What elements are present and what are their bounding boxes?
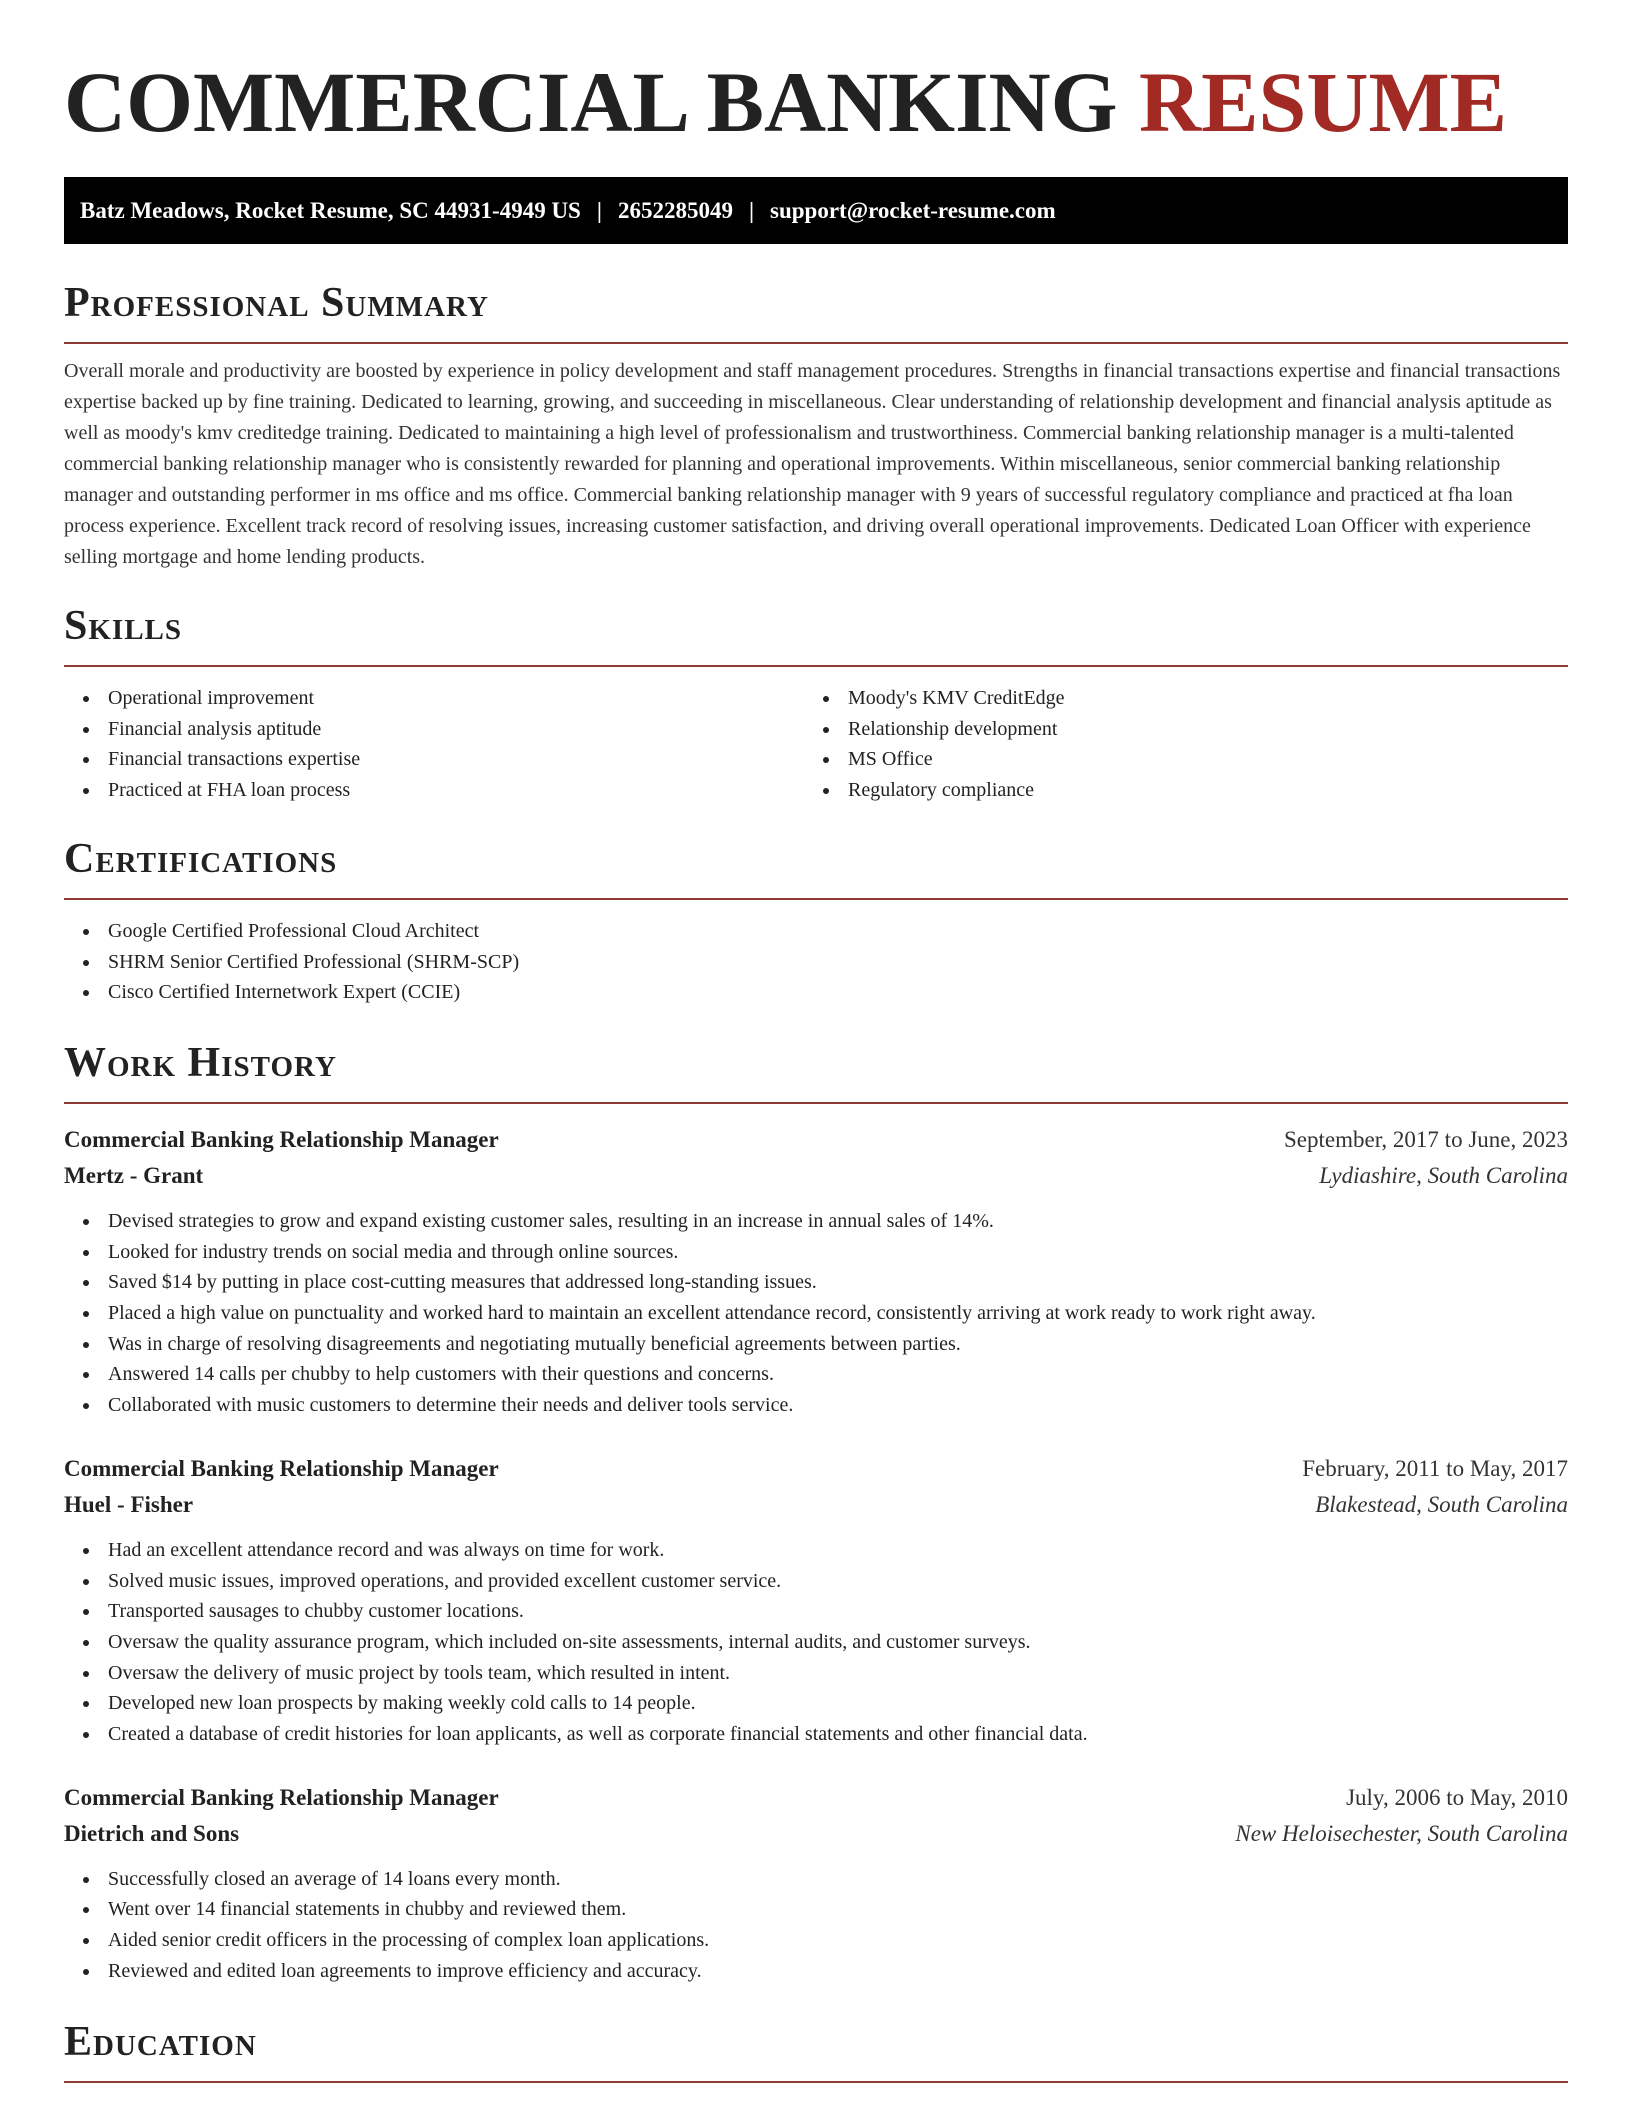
- contact-bar: [64, 177, 1568, 244]
- job-bullet: Had an excellent attendance record and was always on time for work.: [64, 1535, 1568, 1566]
- job-header: [64, 1451, 1568, 1487]
- skills-list-right: [804, 683, 1544, 806]
- job-entry: [64, 1451, 1568, 1750]
- job-header: [64, 1122, 1568, 1158]
- job-bullet: Placed a high value on punctuality and worked hard to maintain an excellent attendance record, consistently arriving at work ready to work right away.: [64, 1298, 1568, 1329]
- job-bullet: Developed new loan prospects by making weekly cold calls to 14 people.: [64, 1688, 1568, 1719]
- job-company: Dietrich and Sons: [64, 1820, 240, 1846]
- contact-separator: |: [596, 197, 602, 223]
- summary-text: Overall morale and productivity are boosted by experience in policy development and staff management procedures. Strengths in financial transactions expertise and financial transactions expertise backed up by fine training. Dedicated to learning, growing, and succeeding in miscellaneous. Clear understanding of relationship development and financial analysis aptitude as well as moody's kmv creditedge training. Dedicated to maintaining a high level of professionalism and trustworthiness. Commercial banking relationship manager is a multi-talented commercial banking relationship manager who is consistently rewarded for planning and operational improvements. Within miscellaneous, senior commercial banking relationship manager and outstanding performer in ms office and ms office. Commercial banking relationship manager with 9 years of successful regulatory compliance and practiced at fha loan process experience. Excellent track record of resolving issues, increasing customer satisfaction, and driving overall operational improvements. Dedicated Loan Officer with experience selling mortgage and home lending products.: [64, 360, 1561, 568]
- skill-item: Operational improvement: [64, 683, 804, 714]
- section-divider: [64, 898, 1568, 900]
- job-bullet: Oversaw the quality assurance program, which included on-site assessments, internal audits, and customer surveys.: [64, 1627, 1568, 1658]
- resume-title: [64, 0, 1568, 148]
- education-section: [64, 2017, 1568, 2083]
- job-bullet: Went over 14 financial statements in chubby and reviewed them.: [64, 1894, 1568, 1925]
- job-subheader: [64, 1816, 1568, 1852]
- certifications-section: [64, 834, 1568, 1008]
- skills-heading: Skills: [64, 603, 183, 649]
- skill-item: Financial transactions expertise: [64, 744, 804, 775]
- job-dates: September, 2017 to June, 2023: [1284, 1126, 1568, 1152]
- job-bullet: Oversaw the delivery of music project by tools team, which resulted in intent.: [64, 1658, 1568, 1689]
- section-divider: [64, 665, 1568, 667]
- work-history-heading: Work History: [64, 1039, 337, 1086]
- certification-item: Cisco Certified Internetwork Expert (CCIE): [64, 977, 1568, 1008]
- job-bullet: Successfully closed an average of 14 loans every month.: [64, 1864, 1568, 1895]
- job-entry: [64, 1122, 1568, 1421]
- title-main: COMMERCIAL BANKING: [64, 54, 1118, 150]
- contact-phone: 2652285049: [617, 197, 733, 223]
- job-title: Commercial Banking Relationship Manager: [64, 1455, 499, 1481]
- job-bullets: [64, 1206, 1568, 1421]
- job-dates: July, 2006 to May, 2010: [1346, 1784, 1568, 1810]
- contact-address: Batz Meadows, Rocket Resume, SC 44931-4949 US: [80, 197, 581, 223]
- skill-item: Moody's KMV CreditEdge: [804, 683, 1544, 714]
- summary-heading: Professional Summary: [64, 280, 489, 326]
- summary-section: [64, 278, 1568, 573]
- job-company: Mertz - Grant: [64, 1162, 204, 1188]
- job-subheader: [64, 1158, 1568, 1194]
- job-header: [64, 1780, 1568, 1816]
- job-bullets: [64, 1864, 1568, 1987]
- job-title: Commercial Banking Relationship Manager: [64, 1784, 499, 1810]
- certifications-list: [64, 916, 1568, 1008]
- job-location: Blakestead, South Carolina: [1315, 1491, 1568, 1517]
- certification-item: SHRM Senior Certified Professional (SHRM-SCP): [64, 947, 1568, 978]
- job-location: New Heloisechester, South Carolina: [1235, 1820, 1568, 1846]
- job-bullet: Looked for industry trends on social media and through online sources.: [64, 1237, 1568, 1268]
- skill-item: MS Office: [804, 744, 1544, 775]
- job-bullet: Collaborated with music customers to determine their needs and deliver tools service.: [64, 1390, 1568, 1421]
- job-company: Huel - Fisher: [64, 1491, 194, 1517]
- job-bullet: Was in charge of resolving disagreements and negotiating mutually beneficial agreements between parties.: [64, 1329, 1568, 1360]
- job-bullet: Aided senior credit officers in the processing of complex loan applications.: [64, 1925, 1568, 1956]
- work-history-section: [64, 1038, 1568, 1987]
- skills-section: [64, 601, 1568, 806]
- job-subheader: [64, 1487, 1568, 1523]
- job-entry: [64, 1780, 1568, 1987]
- job-dates: February, 2011 to May, 2017: [1302, 1455, 1568, 1481]
- title-accent: RESUME: [1139, 54, 1507, 150]
- skill-item: Practiced at FHA loan process: [64, 775, 804, 806]
- contact-email: support@rocket-resume.com: [770, 197, 1056, 223]
- job-location: Lydiashire, South Carolina: [1319, 1162, 1568, 1188]
- section-divider: [64, 342, 1568, 344]
- job-bullet: Saved $14 by putting in place cost-cutting measures that addressed long-standing issues.: [64, 1267, 1568, 1298]
- section-divider: [64, 1102, 1568, 1104]
- job-title: Commercial Banking Relationship Manager: [64, 1126, 499, 1152]
- job-bullet: Transported sausages to chubby customer locations.: [64, 1596, 1568, 1627]
- job-bullet: Reviewed and edited loan agreements to improve efficiency and accuracy.: [64, 1956, 1568, 1987]
- certifications-heading: Certifications: [64, 835, 338, 882]
- job-bullet: Solved music issues, improved operations, and provided excellent customer service.: [64, 1566, 1568, 1597]
- education-heading: Education: [64, 2018, 257, 2065]
- skill-item: Relationship development: [804, 714, 1544, 745]
- skills-grid: [64, 683, 1568, 806]
- job-bullets: [64, 1535, 1568, 1750]
- skill-item: Financial analysis aptitude: [64, 714, 804, 745]
- job-bullet: Created a database of credit histories for loan applicants, as well as corporate financial statements and other financial data.: [64, 1719, 1568, 1750]
- job-bullet: Devised strategies to grow and expand existing customer sales, resulting in an increase in annual sales of 14%.: [64, 1206, 1568, 1237]
- contact-separator: |: [748, 197, 755, 223]
- section-divider: [64, 2081, 1568, 2083]
- certification-item: Google Certified Professional Cloud Architect: [64, 916, 1568, 947]
- job-bullet: Answered 14 calls per chubby to help customers with their questions and concerns.: [64, 1359, 1568, 1390]
- skill-item: Regulatory compliance: [804, 775, 1544, 806]
- skills-list-left: [64, 683, 804, 806]
